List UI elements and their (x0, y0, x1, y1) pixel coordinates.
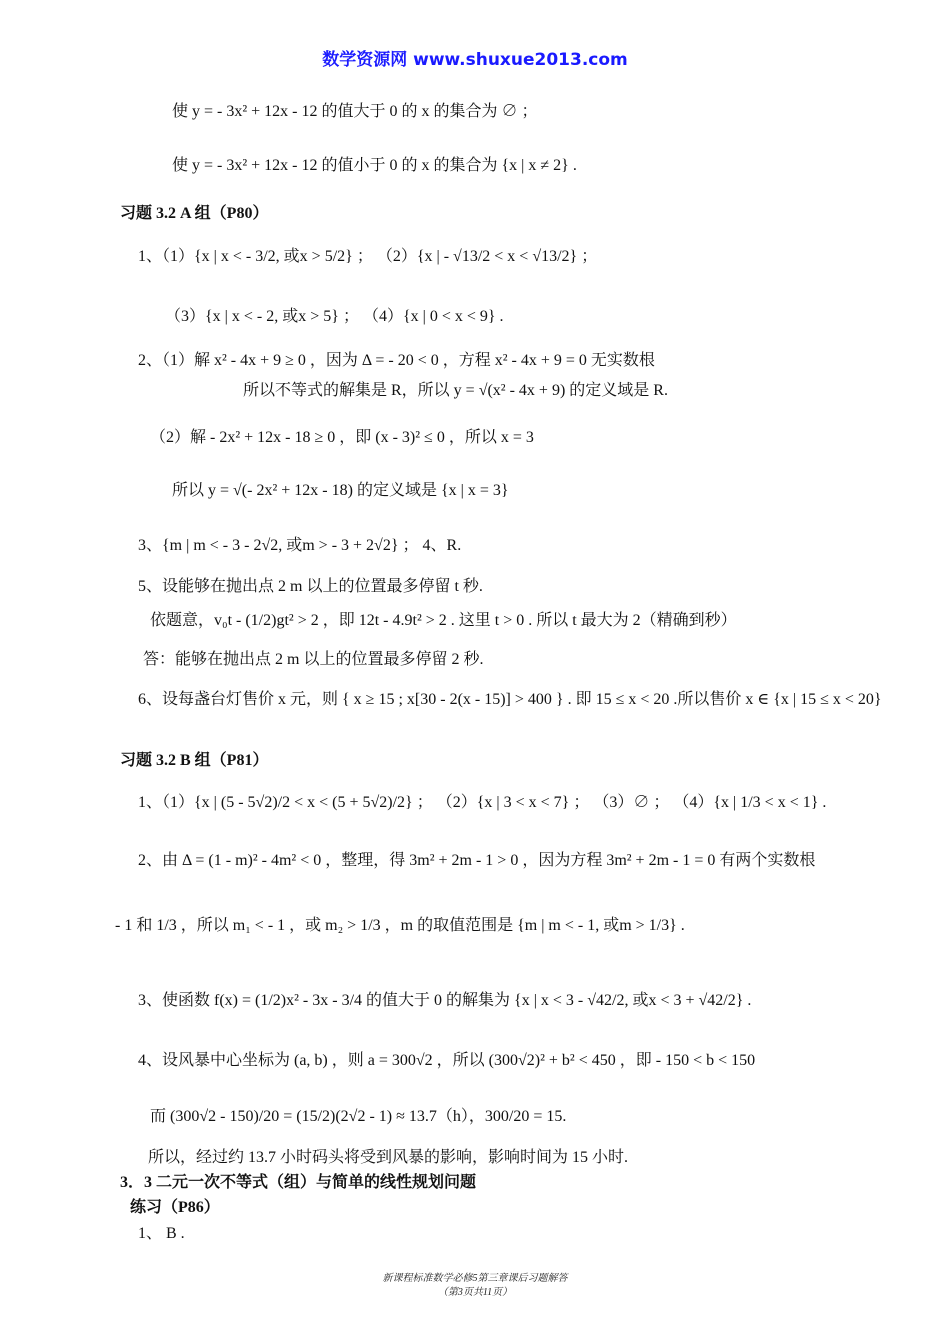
site-header[interactable]: 数学资源网 www.shuxue2013.com (322, 50, 628, 70)
answer-line: （2）解 - 2x² + 12x - 18 ≥ 0 ，即 (x - 3)² ≤ 0 ，所以 x = 3 (150, 429, 534, 446)
answer-line: 而 (300√2 - 150)/20 = (15/2)(2√2 - 1) ≈ 13.7（h），300/20 = 15. (150, 1108, 567, 1125)
subsection-heading: 练习（P86） (130, 1199, 220, 1216)
answer-line: 所以，经过约 13.7 小时码头将受到风暴的影响，影响时间为 15 小时. (148, 1149, 629, 1166)
footer-title: 新课程标准数学必修5第三章课后习题解答 (382, 1273, 568, 1284)
answer-line: 5、设能够在抛出点 2 m 以上的位置最多停留 t 秒. (138, 578, 483, 595)
answer-line: 3、使函数 f(x) = (1/2)x² - 3x - 3/4 的值大于 0 的解集为 {x | x < 3 - √42/2, 或x < 3 + √42/2} . (138, 992, 752, 1009)
page-footer (0, 1272, 950, 1300)
answer-line: 2、由 Δ = (1 - m)² - 4m² < 0 ，整理，得 3m² + 2m - 1 > 0 ，因为方程 3m² + 2m - 1 = 0 有两个实数根 (138, 852, 816, 869)
section-heading: 习题 3.2 A 组（P80） (120, 205, 269, 222)
answer-line: 4、设风暴中心坐标为 (a, b) ，则 a = 300√2 ，所以 (300√2)² + b² < 450 ，即 - 150 < b < 150 (138, 1052, 756, 1069)
answer-line: 依题意，v₀t - (1/2)gt² > 2 ，即 12t - 4.9t² > 2 . 这里 t > 0 . 所以 t 最大为 2（精确到秒） (150, 612, 737, 629)
section-heading: 习题 3.2 B 组（P81） (120, 752, 269, 769)
answer-line: 1、 B . (138, 1225, 185, 1242)
answer-line: 1、（1）{x | (5 - 5√2)/2 < x < (5 + 5√2)/2} ； （2）{x | 3 < x < 7} ； （3）∅ ； （4）{x | 1/3 < x < 1} . (138, 794, 827, 811)
answer-line: （3）{x | x < - 2, 或x > 5} ； （4）{x | 0 < x < 9} . (165, 308, 504, 325)
answer-line: 3、{m | m < - 3 - 2√2, 或m > - 3 + 2√2} ； 4、R. (138, 537, 462, 554)
answer-line: 答：能够在抛出点 2 m 以上的位置最多停留 2 秒. (143, 651, 484, 668)
answer-line: 所以 y = √(- 2x² + 12x - 18) 的定义域是 {x | x = 3} (172, 482, 509, 499)
answer-line: 使 y = - 3x² + 12x - 12 的值小于 0 的 x 的集合为 {x | x ≠ 2} . (172, 157, 577, 174)
answer-line: 使 y = - 3x² + 12x - 12 的值大于 0 的 x 的集合为 ∅ ； (172, 103, 538, 120)
answer-line: 2、（1）解 x² - 4x + 9 ≥ 0 ，因为 Δ = - 20 < 0 ，方程 x² - 4x + 9 = 0 无实数根 (138, 352, 655, 369)
answer-line: - 1 和 1/3 ，所以 m₁ < - 1 ，或 m₂ > 1/3 ，m 的取值范围是 {m | m < - 1, 或m > 1/3} . (115, 917, 685, 934)
answer-line: 6、设每盏台灯售价 x 元，则 { x ≥ 15 ; x[30 - 2(x - 15)] > 400 } . 即 15 ≤ x < 20 .所以售价 x ∈ {x | 15 ≤ x < 20} (138, 691, 882, 708)
section-heading: 3．3 二元一次不等式（组）与简单的线性规划问题 (120, 1174, 477, 1191)
footer-page-number: （第3页共11页） (437, 1287, 513, 1298)
answer-line: 1、（1）{x | x < - 3/2, 或x > 5/2} ； （2）{x | - √13/2 < x < √13/2} ； (138, 248, 598, 265)
answer-line: 所以不等式的解集是 R，所以 y = √(x² - 4x + 9) 的定义域是 R. (243, 382, 668, 399)
